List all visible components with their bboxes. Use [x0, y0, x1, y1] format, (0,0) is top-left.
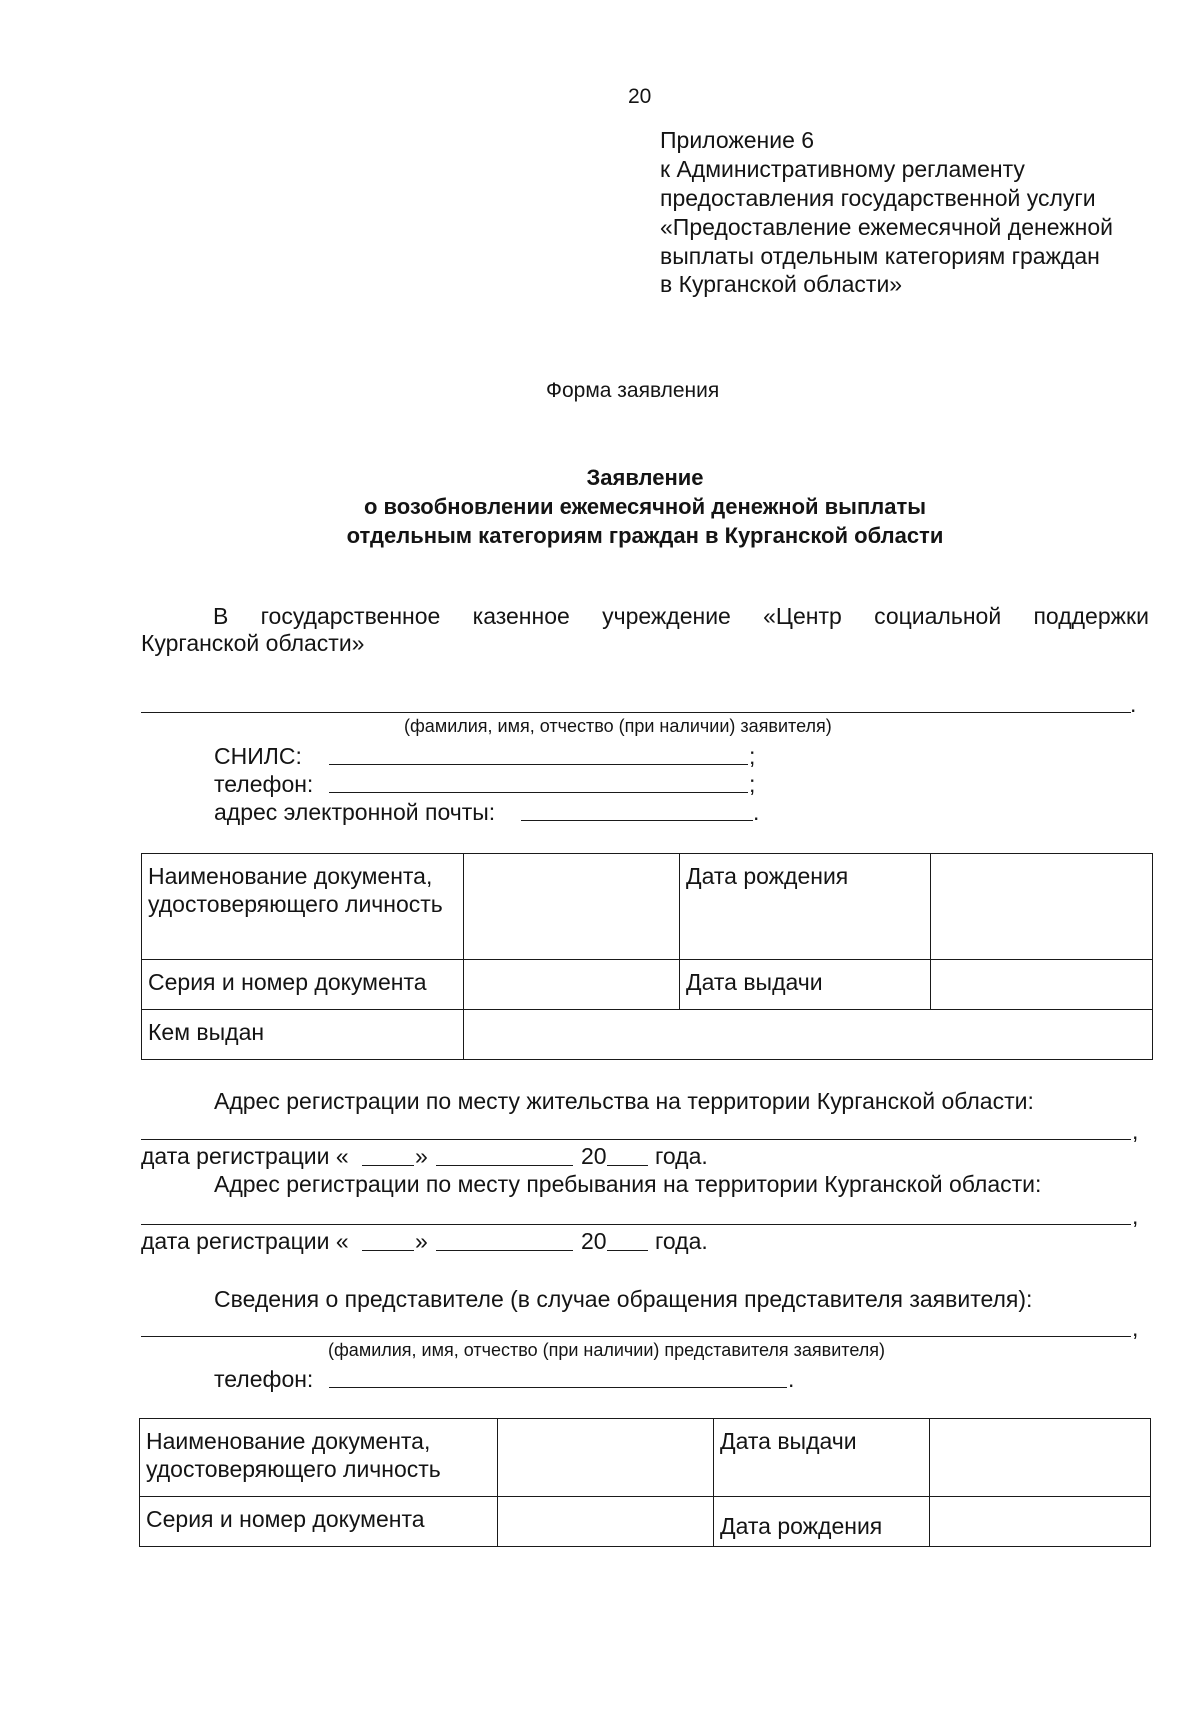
- addressee-word: государственное: [260, 603, 441, 629]
- punct-semicolon: ;: [749, 743, 756, 769]
- appendix-line: к Административному регламенту: [660, 156, 1025, 182]
- stay-address-field[interactable]: [141, 1224, 1131, 1225]
- table-row: [142, 854, 1153, 960]
- representative-name-field[interactable]: [141, 1336, 1131, 1337]
- rep-doc-name-value-cell[interactable]: [498, 1419, 714, 1497]
- table-row: [142, 960, 1153, 1010]
- table-cell: Кем выдан: [142, 1010, 464, 1060]
- table-row: [142, 1010, 1153, 1060]
- stay-date-prefix: дата регистрации «: [141, 1228, 349, 1254]
- addressee-word: казенное: [472, 603, 570, 629]
- appendix-line: «Предоставление ежемесячной денежной: [660, 214, 1113, 240]
- addressee-word: «Центр: [763, 603, 842, 629]
- appendix-line: выплаты отдельным категориям граждан: [660, 243, 1100, 269]
- table-cell: Серия и номер документа: [140, 1497, 498, 1547]
- issued-by-value-cell[interactable]: [464, 1010, 1153, 1060]
- punct-period: .: [788, 1366, 795, 1392]
- form-label: Форма заявления: [546, 379, 720, 402]
- snils-field[interactable]: [329, 764, 748, 765]
- phone-label: телефон:: [214, 771, 314, 797]
- punct-comma: ,: [1132, 1118, 1139, 1144]
- table-cell: Наименование документа, удостоверяющего личность: [140, 1419, 498, 1497]
- email-label: адрес электронной почты:: [214, 799, 496, 825]
- applicant-name-caption: (фамилия, имя, отчество (при наличии) заявителя): [404, 716, 832, 736]
- appendix-line: предоставления государственной услуги: [660, 185, 1096, 211]
- residence-address-field[interactable]: [141, 1139, 1131, 1140]
- year-prefix: 20: [581, 1228, 607, 1254]
- representative-phone-label: телефон:: [214, 1366, 314, 1392]
- stay-year-field[interactable]: [607, 1250, 648, 1251]
- stay-heading: Адрес регистрации по месту пребывания на территории Курганской области:: [214, 1171, 1042, 1197]
- addressee-word: социальной: [874, 603, 1002, 629]
- appendix-line: в Курганской области»: [660, 271, 903, 297]
- residence-year-field[interactable]: [607, 1165, 648, 1166]
- table-cell: Дата рождения: [714, 1497, 930, 1547]
- year-suffix: года.: [655, 1228, 708, 1254]
- addressee-word: поддержки: [1033, 603, 1149, 629]
- title-line: отдельным категориям граждан в Курганской области: [346, 523, 944, 548]
- snils-label: СНИЛС:: [214, 743, 302, 769]
- punct-comma: ,: [1132, 1315, 1139, 1341]
- punct-period: .: [753, 799, 760, 825]
- table-cell: Дата выдачи: [714, 1419, 930, 1497]
- stay-month-field[interactable]: [436, 1250, 573, 1251]
- representative-name-caption: (фамилия, имя, отчество (при наличии) представителя заявителя): [328, 1340, 885, 1360]
- residence-day-field[interactable]: [362, 1165, 414, 1166]
- representative-heading: Сведения о представителе (в случае обращения представителя заявителя):: [214, 1286, 1033, 1312]
- series-number-value-cell[interactable]: [464, 960, 680, 1010]
- rep-series-number-value-cell[interactable]: [498, 1497, 714, 1547]
- addressee-line-2: Курганской области»: [141, 630, 365, 656]
- page-number: 20: [628, 85, 652, 108]
- appendix-line: Приложение 6: [660, 127, 815, 153]
- applicant-name-field[interactable]: [141, 712, 1131, 713]
- rep-issue-date-value-cell[interactable]: [930, 1419, 1151, 1497]
- residence-date-prefix: дата регистрации «: [141, 1143, 349, 1169]
- title-line: Заявление: [586, 465, 704, 490]
- punct-semicolon: ;: [749, 771, 756, 797]
- representative-phone-field[interactable]: [329, 1387, 787, 1388]
- phone-field[interactable]: [329, 792, 748, 793]
- document-title: [0, 463, 1200, 550]
- rep-birth-date-value-cell[interactable]: [930, 1497, 1151, 1547]
- table-row: [140, 1419, 1151, 1497]
- quote-close: »: [415, 1228, 428, 1254]
- table-cell: Серия и номер документа: [142, 960, 464, 1010]
- residence-month-field[interactable]: [436, 1165, 573, 1166]
- quote-close: »: [415, 1143, 428, 1169]
- addressee-line: [141, 602, 1149, 630]
- title-line: о возобновлении ежемесячной денежной выплаты: [363, 494, 927, 519]
- table-cell: Дата выдачи: [680, 960, 931, 1010]
- applicant-document-table: [141, 853, 1153, 1060]
- birth-date-value-cell[interactable]: [931, 854, 1153, 960]
- residence-heading: Адрес регистрации по месту жительства на территории Курганской области:: [214, 1088, 1034, 1114]
- year-prefix: 20: [581, 1143, 607, 1169]
- table-row: [140, 1497, 1151, 1547]
- punct-period: .: [1130, 691, 1137, 717]
- punct-comma: ,: [1132, 1203, 1139, 1229]
- issue-date-value-cell[interactable]: [931, 960, 1153, 1010]
- representative-document-table: [139, 1418, 1151, 1547]
- stay-day-field[interactable]: [362, 1250, 414, 1251]
- table-cell: Наименование документа, удостоверяющего личность: [142, 854, 464, 960]
- year-suffix: года.: [655, 1143, 708, 1169]
- addressee-word: учреждение: [602, 603, 731, 629]
- table-cell: Дата рождения: [680, 854, 931, 960]
- addressee-word: В: [213, 603, 229, 629]
- doc-name-value-cell[interactable]: [464, 854, 680, 960]
- email-field[interactable]: [521, 820, 753, 821]
